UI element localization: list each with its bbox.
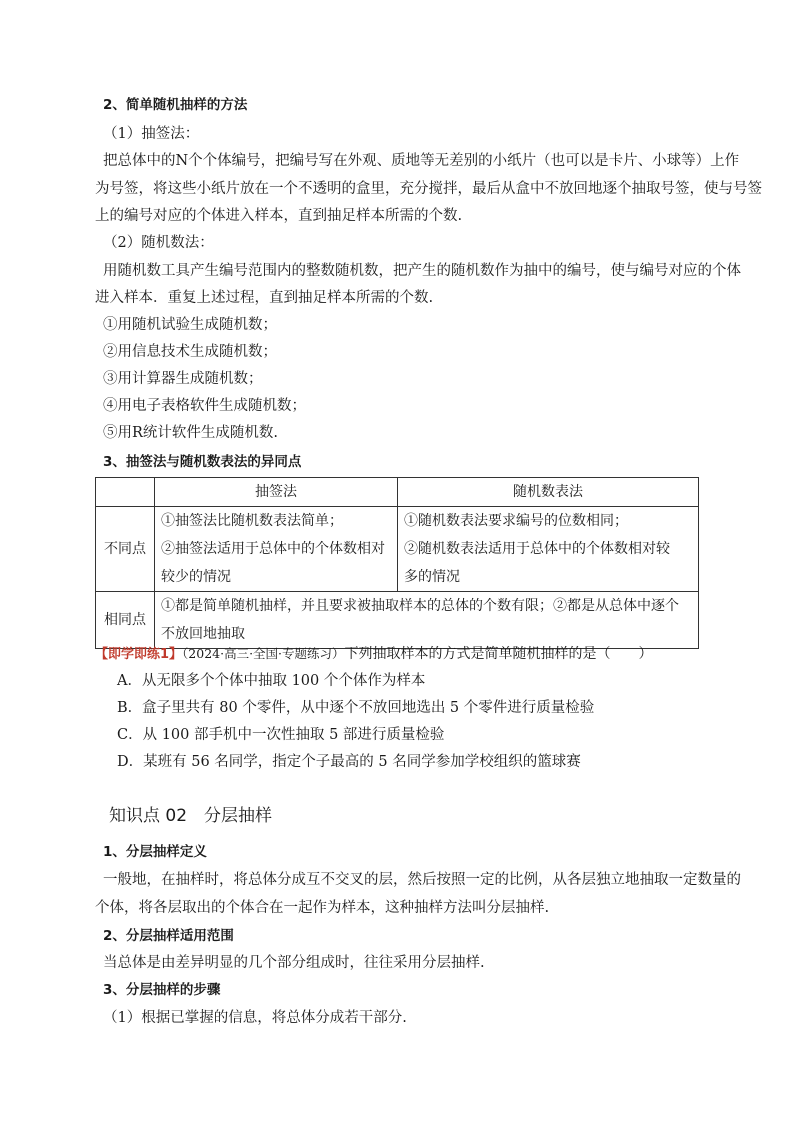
- stratified-definition-line-1: 一般地，在抽样时，将总体分成互不交叉的层，然后按照一定的比例，从各层独立地抽取一定数量的: [103, 872, 741, 888]
- way-item-4: ④用电子表格软件生成随机数；: [103, 398, 306, 414]
- table-cell-line: 不放回地抽取: [161, 626, 245, 642]
- stratified-definition-line-2: 个体，将各层取出的个体合在一起作为样本，这种抽样方法叫分层抽样.: [95, 900, 550, 916]
- exercise-source: （2024·高三·全国·专题练习）: [182, 646, 345, 661]
- table-row-header-similarities: 相同点: [96, 592, 155, 649]
- table-corner-cell: [96, 478, 155, 507]
- knowledge-point-title: 知识点 02 分层抽样: [109, 806, 273, 826]
- method2-line-2: 进入样本．重复上述过程，直到抽足样本所需的个数.: [95, 290, 434, 306]
- stratified-step-1: （1）根据已掌握的信息，将总体分成若干部分.: [103, 1010, 407, 1026]
- exercise-option-b: B．盒子里共有 80 个零件，从中逐个不放回地选出 5 个零件进行质量检验: [117, 700, 595, 716]
- stratified-steps-heading: 3、分层抽样的步骤: [103, 982, 221, 998]
- exercise-option-a: A．从无限多个个体中抽取 100 个个体作为样本: [117, 673, 426, 689]
- way-item-5: ⑤用R统计软件生成随机数.: [103, 425, 279, 441]
- stratified-scope-heading: 2、分层抽样适用范围: [103, 928, 234, 944]
- table-col-header-random-table: 随机数表法: [398, 478, 699, 507]
- table-cell-line: ①抽签法比随机数表法简单；: [161, 513, 343, 529]
- method1-line-3: 上的编号对应的个体进入样本，直到抽足样本所需的个数.: [95, 208, 463, 224]
- table-row-differences: [96, 507, 699, 592]
- exercise-tag: 【即学即练1】: [95, 647, 183, 662]
- method1-label: （1）抽签法：: [103, 126, 200, 142]
- method2-label: （2）随机数法：: [103, 235, 214, 251]
- table-cell-random-table-differences: [398, 507, 699, 592]
- table-row-similarities: [96, 592, 699, 649]
- table-cell-line: 多的情况: [404, 569, 460, 585]
- stratified-definition-heading: 1、分层抽样定义: [103, 844, 207, 860]
- exercise-option-c: C．从 100 部手机中一次性抽取 5 部进行质量检验: [117, 727, 445, 743]
- table-row-header-differences: 不同点: [96, 507, 155, 592]
- table-cell-line: 较少的情况: [161, 569, 231, 585]
- way-item-1: ①用随机试验生成随机数；: [103, 317, 277, 333]
- method1-line-2: 为号签，将这些小纸片放在一个不透明的盒里，充分搅拌，最后从盒中不放回地逐个抽取号签，使与号签: [95, 181, 762, 197]
- table-cell-line: ②随机数表法适用于总体中的个体数相对较: [404, 541, 670, 557]
- way-item-2: ②用信息技术生成随机数；: [103, 344, 277, 360]
- section-heading-methods: 2、简单随机抽样的方法: [103, 97, 248, 113]
- table-header-row: [96, 478, 699, 507]
- method1-line-1: 把总体中的N个个体编号，把编号写在外观、质地等无差别的小纸片（也可以是卡片、小球等）上作: [103, 153, 740, 169]
- exercise-question-line: [95, 644, 653, 665]
- table-col-header-lottery: 抽签法: [155, 478, 398, 507]
- section-heading-comparison: 3、抽签法与随机数表法的异同点: [103, 454, 302, 470]
- table-cell-line: ①随机数表法要求编号的位数相同；: [404, 513, 628, 529]
- stratified-scope-text: 当总体是由差异明显的几个部分组成时，往往采用分层抽样.: [103, 955, 485, 971]
- table-cell-similarities: [155, 592, 699, 649]
- table-cell-line: ②抽签法适用于总体中的个体数相对: [161, 541, 385, 557]
- way-item-3: ③用计算器生成随机数；: [103, 371, 263, 387]
- comparison-table: [95, 477, 699, 649]
- table-cell-line: ①都是简单随机抽样，并且要求被抽取样本的总体的个数有限；②都是从总体中逐个: [161, 598, 679, 614]
- exercise-option-d: D．某班有 56 名同学，指定个子最高的 5 名同学参加学校组织的篮球赛: [117, 754, 581, 770]
- method2-line-1: 用随机数工具产生编号范围内的整数随机数，把产生的随机数作为抽中的编号，使与编号对应的个体: [103, 263, 741, 279]
- table-cell-lottery-differences: [155, 507, 398, 592]
- exercise-question: 下列抽取样本的方式是简单随机抽样的是（ ）: [344, 646, 653, 662]
